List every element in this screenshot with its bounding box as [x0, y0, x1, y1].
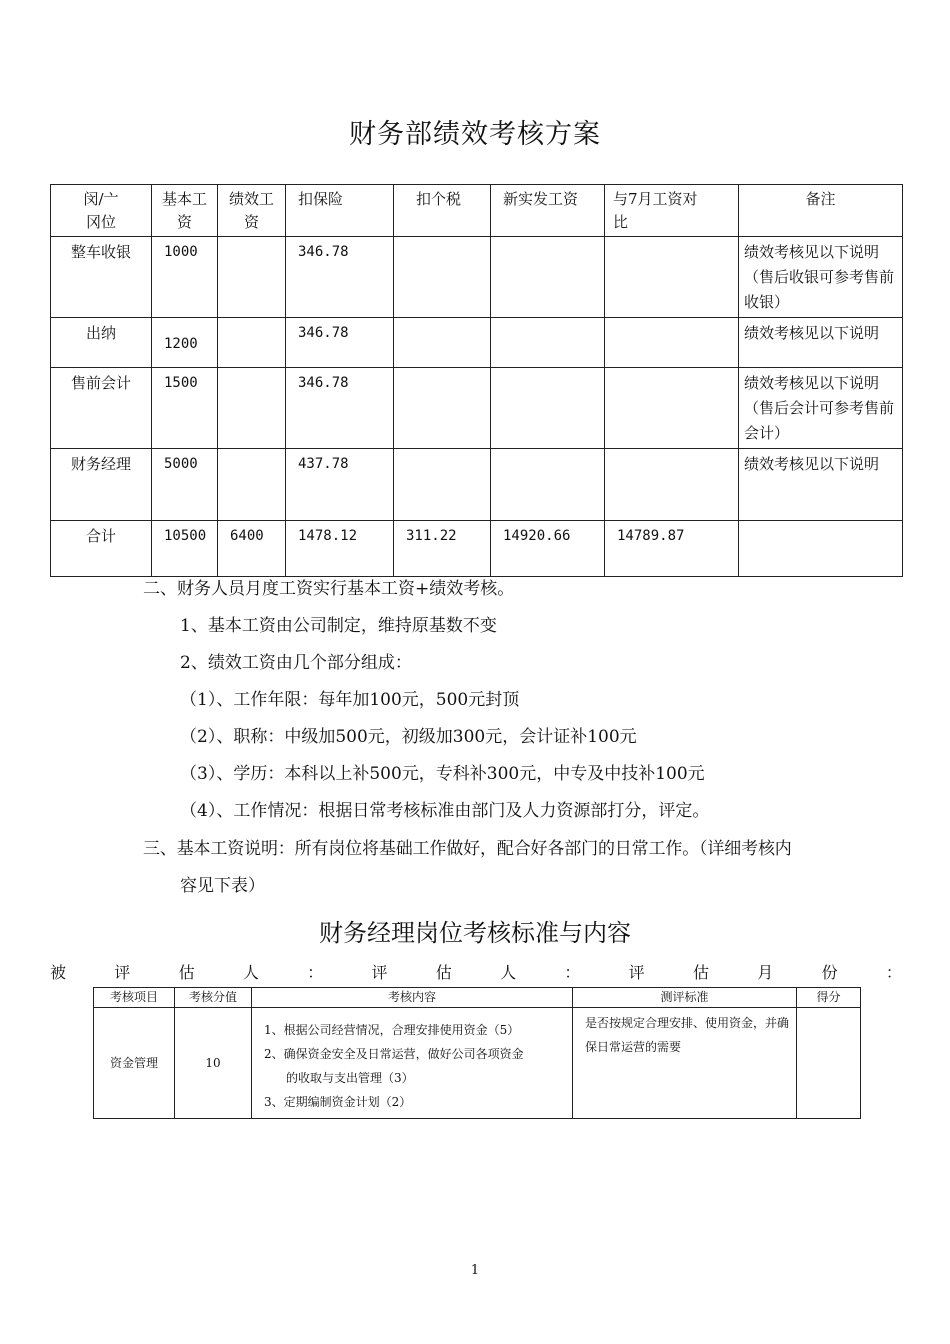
- eval-char: 估: [692, 963, 709, 982]
- cell-perf: 6400: [218, 521, 286, 577]
- paragraph-subitem-2: （2）、职称：中级加500元，初级加300元，会计证补100元: [180, 727, 637, 747]
- eval-char: ：: [885, 963, 902, 982]
- cell-compare: [605, 318, 739, 368]
- assessment-table: [93, 987, 861, 1119]
- cell-tax: [394, 237, 491, 318]
- cell-base: 1200: [152, 318, 218, 368]
- total-row: [51, 521, 903, 577]
- cell-insurance: 437.78: [286, 449, 394, 521]
- cell-position: 整车收银: [51, 237, 152, 318]
- cell-score-value: 10: [175, 1008, 252, 1119]
- eval-char: 被: [50, 963, 67, 982]
- header-performance-salary: 绩效工 资: [218, 185, 286, 237]
- header-tax: 扣个税: [394, 185, 491, 237]
- cell-note: 绩效考核见以下说明（售后收银可参考售前收银）: [739, 237, 903, 318]
- cell-tax: [394, 318, 491, 368]
- cell-base: 1500: [152, 368, 218, 449]
- content-item: 1、根据公司经营情况，合理安排使用资金（5）: [264, 1023, 520, 1037]
- table-row: [51, 318, 903, 368]
- cell-position: 合计: [51, 521, 152, 577]
- cell-perf: [218, 318, 286, 368]
- cell-content: [252, 1008, 573, 1119]
- cell-position: 售前会计: [51, 368, 152, 449]
- cell-position: 财务经理: [51, 449, 152, 521]
- eval-char: ：: [564, 963, 581, 982]
- header-score-value: 考核分值: [175, 988, 252, 1008]
- cell-net: [491, 449, 605, 521]
- cell-base: 1000: [152, 237, 218, 318]
- cell-compare: [605, 449, 739, 521]
- evaluation-info-row: [50, 963, 902, 985]
- header-note: 备注: [739, 185, 903, 237]
- table-row: [51, 237, 903, 318]
- cell-standard: 是否按规定合理安排、使用资金，并确保日常运营的需要: [573, 1008, 797, 1119]
- eval-char: ：: [307, 963, 324, 982]
- cell-net: [491, 368, 605, 449]
- cell-note: 绩效考核见以下说明: [739, 318, 903, 368]
- eval-char: 估: [435, 963, 452, 982]
- cell-compare: 14789.87: [605, 521, 739, 577]
- eval-char: 评: [628, 963, 645, 982]
- cell-net: [491, 237, 605, 318]
- paragraph-item-2: 2、绩效工资由几个部分组成：: [180, 653, 412, 673]
- content-item: 3、定期编制资金计划（2）: [264, 1095, 412, 1109]
- cell-net: [491, 318, 605, 368]
- paragraph-item-1: 1、基本工资由公司制定，维持原基数不变: [180, 616, 497, 636]
- cell-insurance: 1478.12: [286, 521, 394, 577]
- cell-note: 绩效考核见以下说明（售后会计可参考售前会计）: [739, 368, 903, 449]
- eval-char: 人: [500, 963, 517, 982]
- cell-perf: [218, 449, 286, 521]
- header-base-salary: 基本工 资: [152, 185, 218, 237]
- eval-char: 评: [114, 963, 131, 982]
- header-item: 考核项目: [94, 988, 175, 1008]
- salary-table: [50, 184, 903, 577]
- content-item: 2、确保资金安全及日常运营，做好公司各项资金: [264, 1047, 524, 1061]
- table-row: [94, 1008, 861, 1119]
- cell-tax: [394, 368, 491, 449]
- header-position: 闵/亠 冈位: [51, 185, 152, 237]
- eval-char: 份: [821, 963, 838, 982]
- eval-char: 月: [757, 963, 774, 982]
- cell-compare: [605, 368, 739, 449]
- paragraph-subitem-4: （4）、工作情况：根据日常考核标准由部门及人力资源部打分，评定。: [180, 801, 710, 821]
- paragraph-section-3: 三、基本工资说明：所有岗位将基础工作做好，配合好各部门的日常工作。（详细考核内: [143, 839, 792, 859]
- cell-base: 5000: [152, 449, 218, 521]
- table-row: [51, 368, 903, 449]
- eval-char: 评: [371, 963, 388, 982]
- table-row: [51, 449, 903, 521]
- cell-tax: 311.22: [394, 521, 491, 577]
- paragraph-section-2: 二、财务人员月度工资实行基本工资+绩效考核。: [143, 579, 515, 599]
- cell-compare: [605, 237, 739, 318]
- salary-header-row: [51, 185, 903, 237]
- paragraph-section-3-cont: 容见下表）: [180, 876, 265, 896]
- header-compare: 与7月工资对 比: [605, 185, 739, 237]
- header-standard: 测评标准: [573, 988, 797, 1008]
- page-number: 1: [470, 1263, 480, 1278]
- cell-tax: [394, 449, 491, 521]
- cell-position: 出纳: [51, 318, 152, 368]
- cell-item: 资金管理: [94, 1008, 175, 1119]
- cell-note: 绩效考核见以下说明: [739, 449, 903, 521]
- cell-score: [797, 1008, 861, 1119]
- cell-insurance: 346.78: [286, 368, 394, 449]
- header-score: 得分: [797, 988, 861, 1008]
- cell-note: [739, 521, 903, 577]
- paragraph-subitem-3: （3）、学历：本科以上补500元，专科补300元，中专及中技补100元: [180, 764, 705, 784]
- cell-insurance: 346.78: [286, 237, 394, 318]
- paragraph-subitem-1: （1）、工作年限：每年加100元，500元封顶: [180, 690, 520, 710]
- cell-perf: [218, 237, 286, 318]
- eval-char: 人: [242, 963, 259, 982]
- page-title: 财务部绩效考核方案: [349, 119, 601, 150]
- content-item: 的收取与支出管理（3）: [286, 1071, 414, 1085]
- section-title: 财务经理岗位考核标准与内容: [319, 919, 631, 947]
- header-insurance: 扣保险: [286, 185, 394, 237]
- cell-insurance: 346.78: [286, 318, 394, 368]
- eval-char: 估: [178, 963, 195, 982]
- header-content: 考核内容: [252, 988, 573, 1008]
- cell-net: 14920.66: [491, 521, 605, 577]
- assessment-header-row: [94, 988, 861, 1008]
- cell-base: 10500: [152, 521, 218, 577]
- header-net-salary: 新实发工资: [491, 185, 605, 237]
- cell-perf: [218, 368, 286, 449]
